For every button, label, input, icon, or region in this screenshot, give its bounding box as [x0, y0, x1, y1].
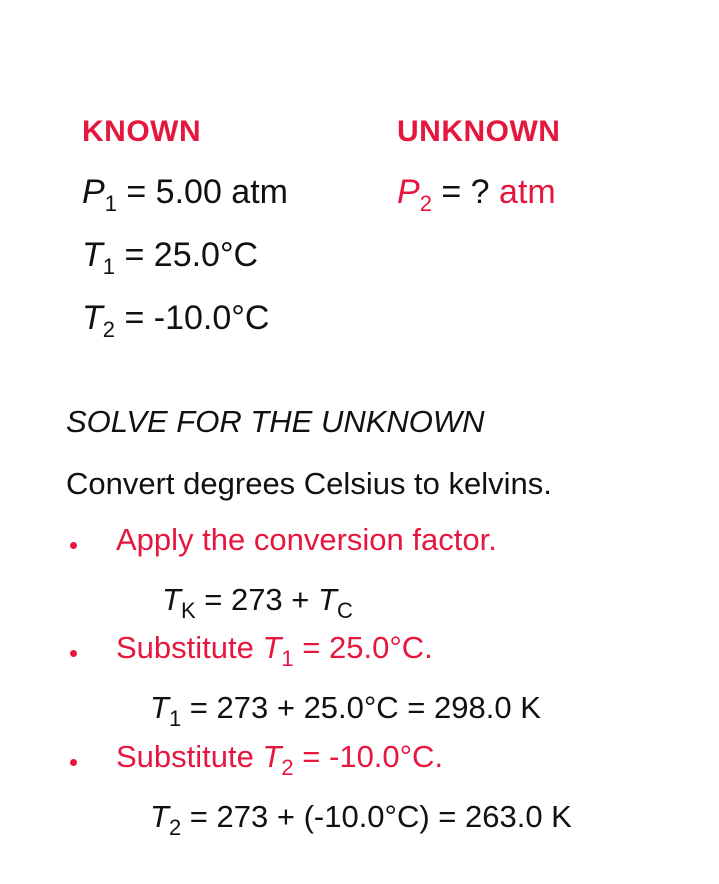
sub-c: C: [336, 598, 353, 623]
var-p: P: [397, 173, 420, 211]
var-t: T: [262, 739, 282, 774]
sub-2: 2: [168, 815, 182, 840]
var-t: T: [150, 799, 169, 834]
step-1-mid: = 273 +: [195, 582, 319, 617]
unknown-p2: [397, 173, 556, 216]
step-1-text: Apply the conversion factor.: [116, 522, 497, 557]
step-3-post: = -10.0°C.: [293, 739, 444, 774]
sub-k: K: [180, 598, 196, 623]
known-heading: KNOWN: [82, 115, 202, 148]
var-p: P: [82, 173, 105, 211]
step-2-pre: Substitute: [116, 630, 263, 665]
sub-2: 2: [102, 317, 116, 342]
known-t2-value: = -10.0°C: [115, 299, 270, 337]
step-3-result: = 273 + (-10.0°C) = 263.0 K: [181, 799, 572, 834]
step-2-post: = 25.0°C.: [293, 630, 433, 665]
known-p1: [82, 173, 288, 216]
var-t: T: [262, 630, 282, 665]
known-t2: [82, 299, 270, 342]
step-3-pre: Substitute: [116, 739, 263, 774]
bullet-icon: [70, 759, 77, 766]
sub-1: 1: [168, 706, 182, 731]
bullet-icon: [70, 650, 77, 657]
sub-1: 1: [102, 254, 116, 279]
sub-2: 2: [281, 755, 294, 780]
var-t: T: [82, 236, 103, 274]
step-3-text: [116, 739, 444, 780]
known-t1-value: = 25.0°C: [115, 236, 259, 274]
var-t: T: [162, 582, 181, 617]
var-t: T: [318, 582, 337, 617]
known-t1: [82, 236, 259, 279]
known-p1-value: = 5.00 atm: [116, 173, 288, 211]
step-2-result: = 273 + 25.0°C = 298.0 K: [181, 690, 541, 725]
unknown-unit: atm: [499, 173, 556, 211]
unknown-equals: = ?: [431, 173, 500, 211]
var-t: T: [82, 299, 103, 337]
step-2-equation: [150, 690, 541, 731]
intro-text: Convert degrees Celsius to kelvins.: [66, 466, 552, 501]
step-2-text: [116, 630, 433, 671]
sub-1: 1: [104, 191, 117, 216]
unknown-heading: UNKNOWN: [397, 115, 561, 148]
step-1-equation: [162, 582, 353, 623]
sub-2: 2: [419, 191, 432, 216]
bullet-icon: [70, 542, 77, 549]
var-t: T: [150, 690, 169, 725]
sub-1: 1: [281, 646, 294, 671]
solve-heading: SOLVE FOR THE UNKNOWN: [66, 404, 485, 439]
step-3-equation: [150, 799, 572, 840]
